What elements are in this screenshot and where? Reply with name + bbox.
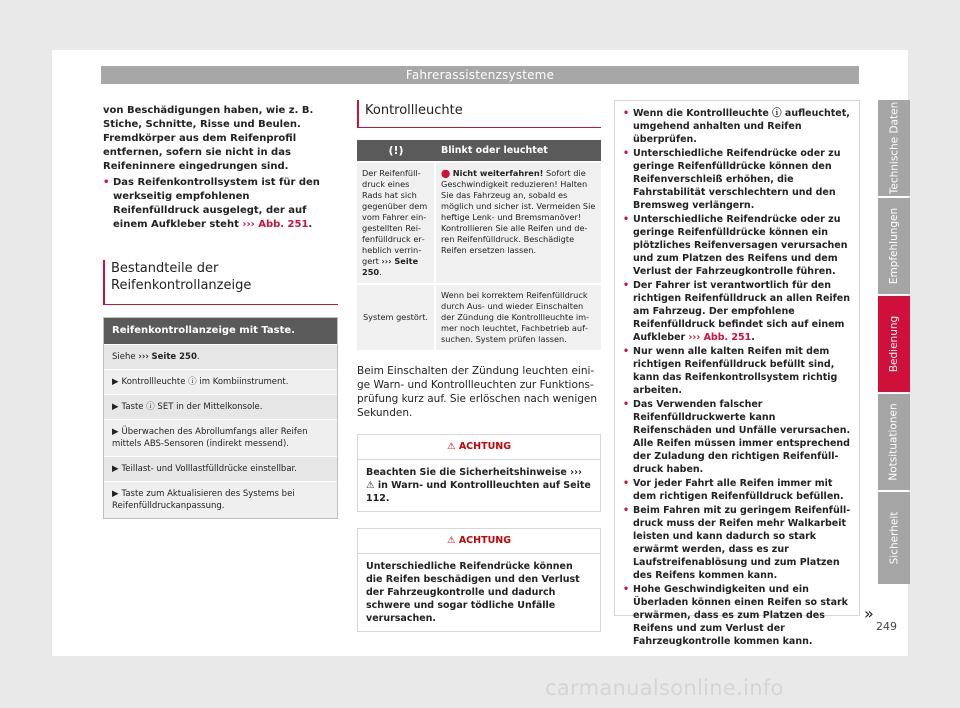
warning-box: ⚠ ACHTUNG Unterschiedliche Reifendrücke können die Reifen beschädigen und den Verlust der Fahrzeugkontrolle und dadurch schwere und sogar tödliche Unfälle verursachen.: [357, 528, 601, 632]
panel-title: Reifenkontrollanzeige mit Taste.: [104, 318, 337, 344]
triangle-right-icon: ▶: [112, 377, 119, 387]
warning-triangle-icon: ⚠: [446, 535, 456, 546]
bullet-item: • Das Verwenden falscher Reifenfülldruckwerte kann Reifenschäden und Unfälle verursachen. Alle Reifen müssen immer entsprechend der Zuladung den richtigen Reifenfülldruck haben.: [623, 399, 851, 475]
intro-text: von Beschädigungen haben, wie z. B. Stiche, Schnitte, Risse und Beulen. Fremdkörper aus dem Reifenprofil entfernen, sofern sie nicht in das Reifeninnere eingedrungen sind.: [103, 105, 314, 172]
tab-sicherheit[interactable]: Sicherheit: [878, 492, 910, 584]
table-row: System gestört. Wenn bei korrektem Reifenfülldruck durch Aus- und wieder Einschalten der Zündung die Kontrollleuchte immer noch leuchtet, Fachbetrieb aufsuchen. System prüfen lassen.: [357, 284, 601, 350]
panel-item: ▶ Taste ⓘ SET in der Mittelkonsole.: [104, 394, 337, 419]
bullet-dot-icon: •: [623, 584, 630, 595]
triangle-right-icon: ▶: [112, 464, 119, 474]
bullet-item: • Beim Fahren mit zu geringem Reifenfülldruck muss der Reifen mehr Walkarbeit leisten und kann dadurch so stark erwärmt werden, dass es zur Laufstreifenablösung und zum Platzen des Reifens kommen kann.: [623, 505, 851, 581]
figure-ref-arrows[interactable]: ›››: [242, 219, 255, 230]
body-text: Beim Einschalten der Zündung leuchten einige Warn- und Kontrollleuchten zur Funktionsprüfung kurz auf. Sie erlöschen nach wenigen Sekunden.: [357, 365, 598, 419]
column-left: [103, 104, 338, 519]
bullet-item: • Wenn die Kontrollleuchte ⓘ aufleuchtet, umgehend anhalten und Reifen überprüfen.: [623, 108, 850, 145]
triangle-right-icon: ▶: [112, 427, 119, 437]
figure-ref-link[interactable]: ››› Abb. 251: [688, 332, 752, 343]
bullet-item: • Unterschiedliche Reifendrücke oder zu geringe Reifenfülldrücke können ein plötzliches Reifenversagen verursachen und zum Platzen des Reifens und dem Verlust der Fahrzeugkontrolle führen.: [623, 214, 848, 277]
tab-notsituationen[interactable]: Notsituationen: [878, 394, 910, 490]
bullet-item: • Vor jeder Fahrt alle Reifen immer mit dem richtigen Reifenfülldruck befüllen.: [623, 478, 844, 502]
warning-bullets-box: [614, 100, 860, 647]
page-number: 249: [876, 620, 897, 633]
bullet-item: • Nur wenn alle kalten Reifen mit dem richtigen Reifenfülldruck befüllt sind, kann das Reifenkontrollsystem richtig arbeiten.: [623, 346, 838, 396]
section-title: Kontrollleuchte: [357, 100, 601, 128]
panel-item: ▶ Taste zum Aktualisieren des Systems bei Reifenfülldruckanpassung.: [104, 481, 337, 518]
triangle-right-icon: ▶: [112, 402, 119, 412]
page-ref-link[interactable]: ››› Seite 250: [362, 256, 419, 277]
watermark: carmanualsonline.info: [545, 676, 784, 700]
continued-marker: »: [864, 604, 874, 623]
bullet-dot-icon: •: [623, 280, 630, 291]
table-row: Der Reifenfülldruck eines Rads hat sich gegenüber dem vom Fahrer eingestellten Reifenfülldruck erheblich verringert ››› Seite 250. ⬤ Nicht weiterfahren! Sofort die Geschwindigkeit reduzieren! Halten Sie das Fahrzeug an, sobald es möglich und sicher ist. Vermeiden Sie heftige Lenk- und Bremsmanöver! Kontrollieren Sie alle Reifen und deren Reifenfülldruck. Beschädigte Reifen ersetzen lassen.: [357, 162, 601, 284]
panel-see-ref: Siehe ››› Seite 250.: [104, 344, 337, 369]
bullet-item: • Unterschiedliche Reifendrücke oder zu geringe Reifenfülldrücke können den Reifenverschleiß erhöhen, die Fahrstabilität verschlechtern und den Bremsweg verlängern.: [623, 148, 841, 211]
panel-item: ▶ Kontrollleuchte ⓘ im Kombiinstrument.: [104, 369, 337, 394]
page-ref-link[interactable]: Seite 250: [151, 352, 197, 362]
bullet-item: • Der Fahrer ist verantwortlich für den richtigen Reifenfülldruck an allen Reifen am Fahrzeug. Der empfohlene Reifenfülldruck befindet sich auf einem Aufkleber ››› Abb. 251.: [623, 280, 850, 343]
bullet-dot-icon: •: [623, 108, 630, 119]
table-header-label: Blinkt oder leuchtet: [435, 140, 601, 162]
bullet-dot-icon: •: [623, 346, 630, 357]
tire-pressure-lamp-icon: (!): [357, 140, 435, 162]
info-panel: [103, 317, 338, 519]
bullet-dot-icon: •: [623, 478, 630, 489]
section-title: Bestandteile der Reifenkontrollanzeige: [103, 260, 338, 305]
bullet-item: • Hohe Geschwindigkeiten und ein Überladen können einen Reifen so stark erwärmen, dass es zum Platzen des Reifens und zum Verlust der Fahrzeugkontrolle kommen kann.: [623, 584, 848, 647]
column-right: [614, 100, 860, 647]
bullet-dot-icon: •: [623, 148, 630, 159]
panel-item: ▶ Überwachen des Abrollumfangs aller Reifen mittels ABS-Sensoren (indirekt messend).: [104, 419, 337, 456]
triangle-right-icon: ▶: [112, 489, 119, 499]
warning-lamp-table: [357, 140, 601, 350]
column-middle: [357, 100, 601, 632]
panel-item: ▶ Teillast- und Volllastfülldrücke einstellbar.: [104, 456, 337, 481]
page-ref-link[interactable]: ››› ⚠ in Warn- und Kontrollleuchten auf Seite 112: [366, 467, 591, 504]
bullet-dot-icon: •: [623, 214, 630, 225]
stop-warning-icon: ⬤: [441, 168, 451, 178]
bullet-dot-icon: •: [623, 505, 630, 516]
bullet-dot-icon: •: [103, 177, 110, 188]
warning-triangle-icon: ⚠: [446, 441, 456, 452]
tab-bedienung[interactable]: Bedienung: [878, 296, 910, 392]
tab-empfehlungen[interactable]: Empfehlungen: [878, 198, 910, 294]
warning-box: ⚠ ACHTUNG Beachten Sie die Sicherheitshinweise ››› ⚠ in Warn- und Kontrollleuchten auf Seite 112.: [357, 434, 601, 512]
bullet-item: • Das Reifenkontrollsystem ist für den werkseitig empfohlenen Reifenfülldruck ausgelegt, der auf einem Aufkleber steht ››› Abb. 251.: [103, 177, 320, 230]
figure-ref-link[interactable]: Abb. 251: [258, 219, 309, 230]
bullet-dot-icon: •: [623, 399, 630, 410]
tab-technische-daten[interactable]: Technische Daten: [878, 100, 910, 196]
page-header: Fahrerassistenzsysteme: [101, 66, 859, 84]
